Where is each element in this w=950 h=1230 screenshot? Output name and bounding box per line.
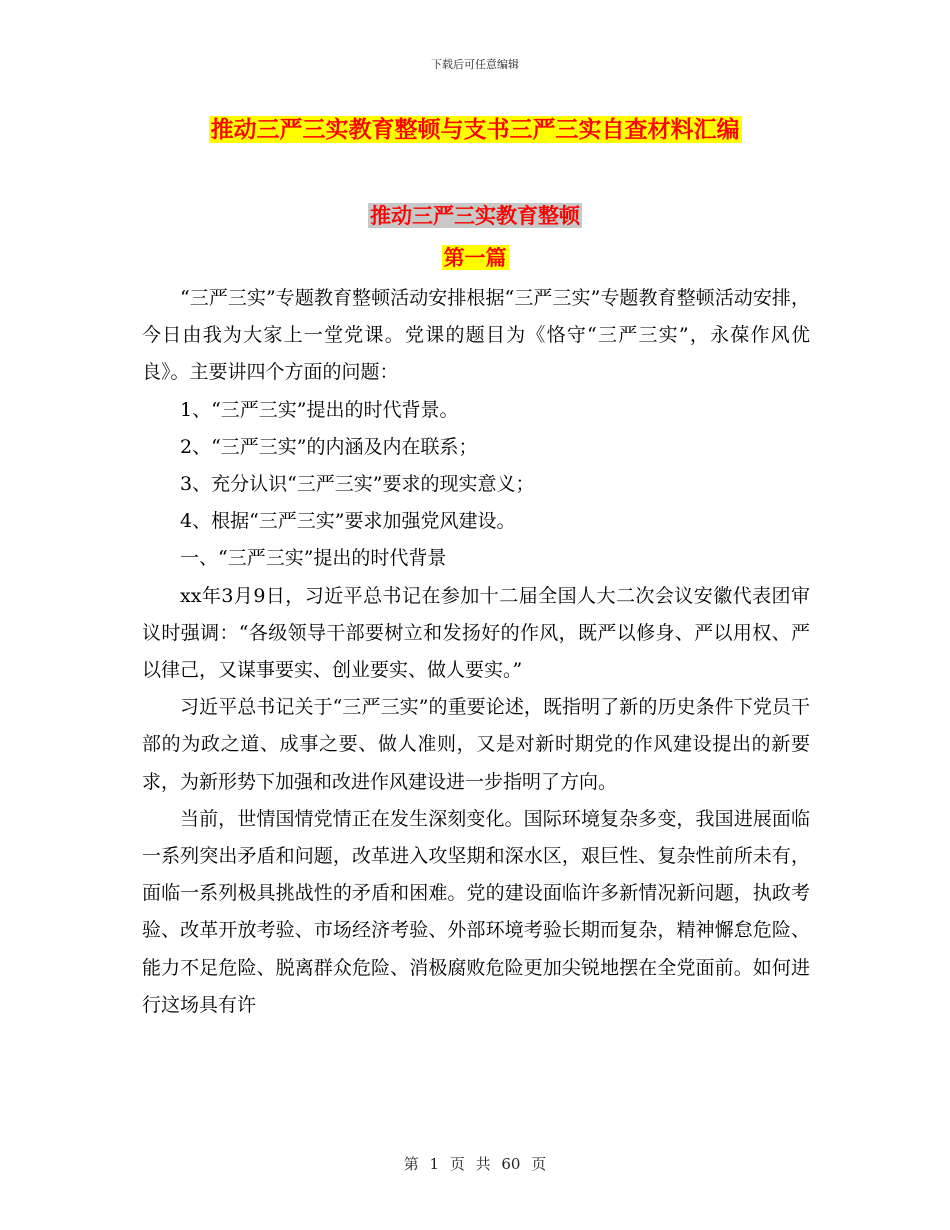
body-text [142,280,810,1024]
chapter-title [0,241,950,275]
paragraph: 习近平总书记关于“三严三实”的重要论述，既指明了新的历史条件下党员干部的为政之道、成事之要、做人准则，又是对新时期党的作风建设提出的新要求，为新形势下加强和改进作风建设进一步指明了方向。 [142,696,810,793]
document-title-text: 推动三严三实教育整顿与支书三严三实自查材料汇编 [210,116,740,143]
section-title [0,199,950,233]
paragraph: 4、根据“三严三实”要求加强党风建设。 [180,510,516,533]
document-title [0,112,950,148]
paragraph: 3、充分认识“三严三实”要求的现实意义； [180,473,535,496]
chapter-title-text: 第一篇 [443,245,507,270]
paragraph: xx年3月9日，习近平总书记在参加十二届全国人大二次会议安徽代表团审议时强调：“各级领导干部要树立和发扬好的作风，既严以修身、严以用权、严以律己，又谋事要实、创业要实、做人要实。” [142,584,810,682]
page-footer: 第 1 页 共 60 页 [403,1155,547,1173]
paragraph: 当前，世情国情党情正在发生深刻变化。国际环境复杂多变，我国进展面临一系列突出矛盾和问题，改革进入攻坚期和深水区，艰巨性、复杂性前所未有，面临一系列极具挑战性的矛盾和困难。党的建设面临许多新情况新问题，执政考验、改革开放考验、市场经济考验、外部环境考验长期而复杂，精神懈怠危险、能力不足危险、脱离群众危险、消极腐败危险更加尖锐地摆在全党面前。如何进行这场具有许 [142,807,810,1016]
paragraph: 一、“三严三实”提出的时代背景 [180,547,447,570]
section-title-text: 推动三严三实教育整顿 [370,203,580,228]
paragraph: 2、“三严三实”的内涵及内在联系； [180,435,478,458]
paragraph: “三严三实”专题教育整顿活动安排根据“三严三实”专题教育整顿活动安排，今日由我为大家上一堂党课。党课的题目为《恪守“三严三实”，永葆作风优良》。主要讲四个方面的问题： [142,287,810,384]
header-note: 下载后可任意编辑 [431,58,519,71]
paragraph: 1、“三严三实”提出的时代背景。 [180,398,459,421]
